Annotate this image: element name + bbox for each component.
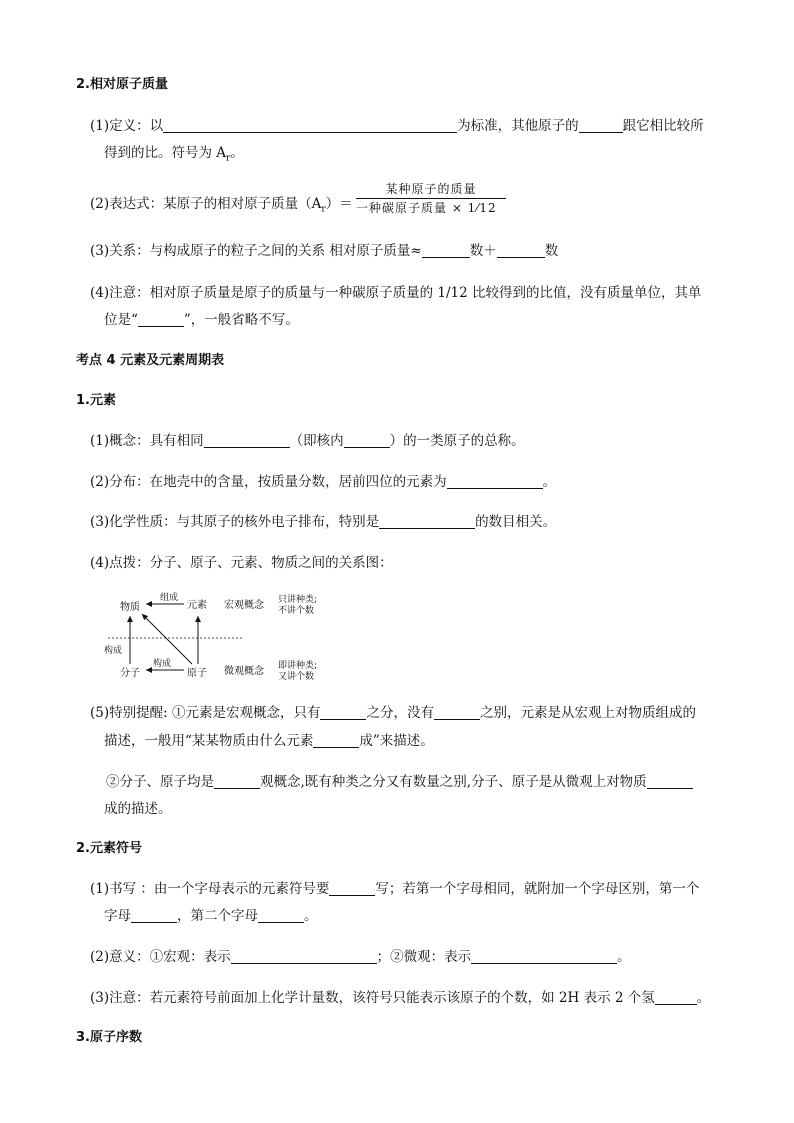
blank-composition xyxy=(647,774,693,789)
symbol-subscript: r xyxy=(226,153,231,164)
writing-line2-post: 。 xyxy=(304,908,318,924)
concept-line xyxy=(90,432,525,450)
writing-text-post: 写；若第一个字母相同，就附加一个字母区别，第一个 xyxy=(375,881,700,897)
note-text-post: ”，一般省略不写。 xyxy=(183,312,299,328)
definition-text-post: 跟它相比较所 xyxy=(622,118,704,134)
blank-protons xyxy=(422,243,470,258)
meaning-text-post: 。 xyxy=(617,949,631,965)
blank-standard xyxy=(163,118,457,133)
blank-proton-count xyxy=(344,433,390,448)
label-yuansu: 元素 xyxy=(187,600,207,611)
chemical-text-post: 的数目相关。 xyxy=(475,514,557,530)
blank-uppercase xyxy=(329,881,375,896)
label-both-2: 又讲个数 xyxy=(278,672,315,682)
concept-text-mid: （即核内 xyxy=(289,433,344,449)
definition-line-2 xyxy=(104,144,244,168)
definition-text-pre: (1)定义：以 xyxy=(90,118,164,134)
concept-text-pre: (1)概念：具有相同 xyxy=(90,433,204,449)
relation-text-pre: (3)关系：与构成原子的粒子之间的关系 相对原子质量≈ xyxy=(90,243,422,259)
writing-text-pre: (1)书写 ：由一个字母表示的元素符号要 xyxy=(90,881,330,897)
label-yuanzi: 原子 xyxy=(187,668,207,679)
expression-subscript: r xyxy=(321,204,326,215)
blank-unit xyxy=(138,312,184,327)
label-zucheng: 组成 xyxy=(160,593,179,603)
label-only-kind-2: 不讲个数 xyxy=(278,606,315,616)
label-hongguan: 宏观概念 xyxy=(224,600,264,611)
meaning-text-mid: ；②微观：表示 xyxy=(376,949,472,965)
relation-line xyxy=(90,242,558,260)
label-goucheng-bottom: 构成 xyxy=(153,659,172,669)
definition-line xyxy=(90,117,704,135)
label-wuzhi: 物质 xyxy=(120,602,140,613)
meaning-line xyxy=(90,948,631,966)
section-heading-element: 1.元素 xyxy=(76,393,116,408)
section-heading-relative-atomic-mass: 2.相对原子质量 xyxy=(76,77,168,92)
special-line2-pre: 描述，一般用“某某物质由什么元素 xyxy=(104,733,314,749)
blank-kind xyxy=(320,705,366,720)
fraction xyxy=(356,181,506,216)
point2-line-2: 成的描述。 xyxy=(104,801,172,817)
fraction-denominator: 一种碳原子质量 × 1⁄12 xyxy=(356,201,497,215)
writing-line2-mid: ，第二个字母 xyxy=(177,908,258,924)
blank-micro-meaning xyxy=(471,949,617,964)
special-text-mid1: 之分，没有 xyxy=(366,705,434,721)
relation-text-mid: 数＋ xyxy=(469,243,497,259)
blank-neutrons xyxy=(497,243,545,258)
point2-line xyxy=(106,773,693,791)
hint-line: (4)点拨：分子、原子、元素、物质之间的关系图： xyxy=(90,555,393,571)
label-fenzi: 分子 xyxy=(120,668,140,679)
expression-line xyxy=(90,195,353,219)
kaodian-4-title: 考点 4 元素及元素周期表 xyxy=(76,353,225,368)
symbol-note-line xyxy=(90,989,710,1007)
definition-text-mid: 为标准，其他原子的 xyxy=(457,118,579,134)
point2-text-mid: 观概念,既有种类之分又有数量之别,分子、原子是从微观上对物质 xyxy=(260,774,647,790)
label-weiguan: 微观概念 xyxy=(224,666,264,677)
special-reminder-line-2 xyxy=(104,732,434,750)
label-goucheng-left: 构成 xyxy=(104,646,123,656)
relationship-diagram xyxy=(100,586,350,686)
distribution-text-pre: (2)分布：在地壳中的含量，按质量分数，居前四位的元素为 xyxy=(90,474,447,490)
chemical-text-pre: (3)化学性质：与其原子的核外电子排布，特别是 xyxy=(90,514,380,530)
concept-text-post: ）的一类原子的总称。 xyxy=(389,433,525,449)
symbol-note-text-pre: (3)注意：若元素符号前面加上化学计量数，该符号只能表示该原子的个数，如 2H 表示 2 个氢 xyxy=(90,990,655,1006)
label-both-1: 即讲种类; xyxy=(278,661,318,671)
expression-text-post: ）＝ xyxy=(325,196,353,212)
definition-line2-text: 得到的比。符号为 A xyxy=(104,145,227,161)
meaning-text-pre: (2)意义：①宏观：表示 xyxy=(90,949,231,965)
blank-number xyxy=(434,705,480,720)
special-line2-post: 成”来描述。 xyxy=(359,733,434,749)
relation-text-post: 数 xyxy=(544,243,559,259)
writing-line2-pre: 字母 xyxy=(104,908,131,924)
writing-line-2 xyxy=(104,907,318,925)
special-text-mid2: 之别，元素是从宏观上对物质组成的 xyxy=(479,705,696,721)
symbol-note-text-post: 。 xyxy=(696,990,711,1006)
blank-quality xyxy=(579,118,623,133)
note-line-1: (4)注意：相对原子质量是原子的质量与一种碳原子质量的 1/12 比较得到的比值，没有质量单位，其单 xyxy=(90,285,702,301)
fraction-numerator: 某种原子的质量 xyxy=(385,182,477,196)
special-text-pre: (5)特别提醒: ①元素是宏观概念，只有 xyxy=(90,705,321,721)
label-only-kind-1: 只讲种类; xyxy=(278,595,318,605)
special-reminder-line xyxy=(90,704,696,722)
expression-text-pre: (2)表达式：某原子的相对原子质量（A xyxy=(90,196,322,212)
blank-first-letter xyxy=(131,908,177,923)
note-line-2 xyxy=(104,311,299,329)
blank-nuclear-charge xyxy=(204,433,290,448)
section-heading-element-symbol: 2.元素符号 xyxy=(76,841,142,856)
fraction-bar xyxy=(356,198,506,199)
distribution-line xyxy=(90,473,556,491)
arrow-atom-to-matter xyxy=(142,614,192,664)
distribution-text-post: 。 xyxy=(542,474,557,490)
writing-line xyxy=(90,880,699,898)
definition-end: 。 xyxy=(230,145,244,161)
point2-text-pre: ②分子、原子均是 xyxy=(106,774,214,790)
section-heading-atomic-number: 3.原子序数 xyxy=(76,1030,142,1045)
blank-micro xyxy=(214,774,260,789)
blank-second-letter xyxy=(258,908,304,923)
blank-top-four xyxy=(447,474,543,489)
blank-zu xyxy=(313,733,359,748)
blank-macro-meaning xyxy=(231,949,377,964)
blank-outer-electrons xyxy=(379,514,475,529)
note-text-pre: 位是“ xyxy=(104,312,138,328)
blank-atom xyxy=(655,990,697,1005)
chemical-property-line xyxy=(90,513,556,531)
